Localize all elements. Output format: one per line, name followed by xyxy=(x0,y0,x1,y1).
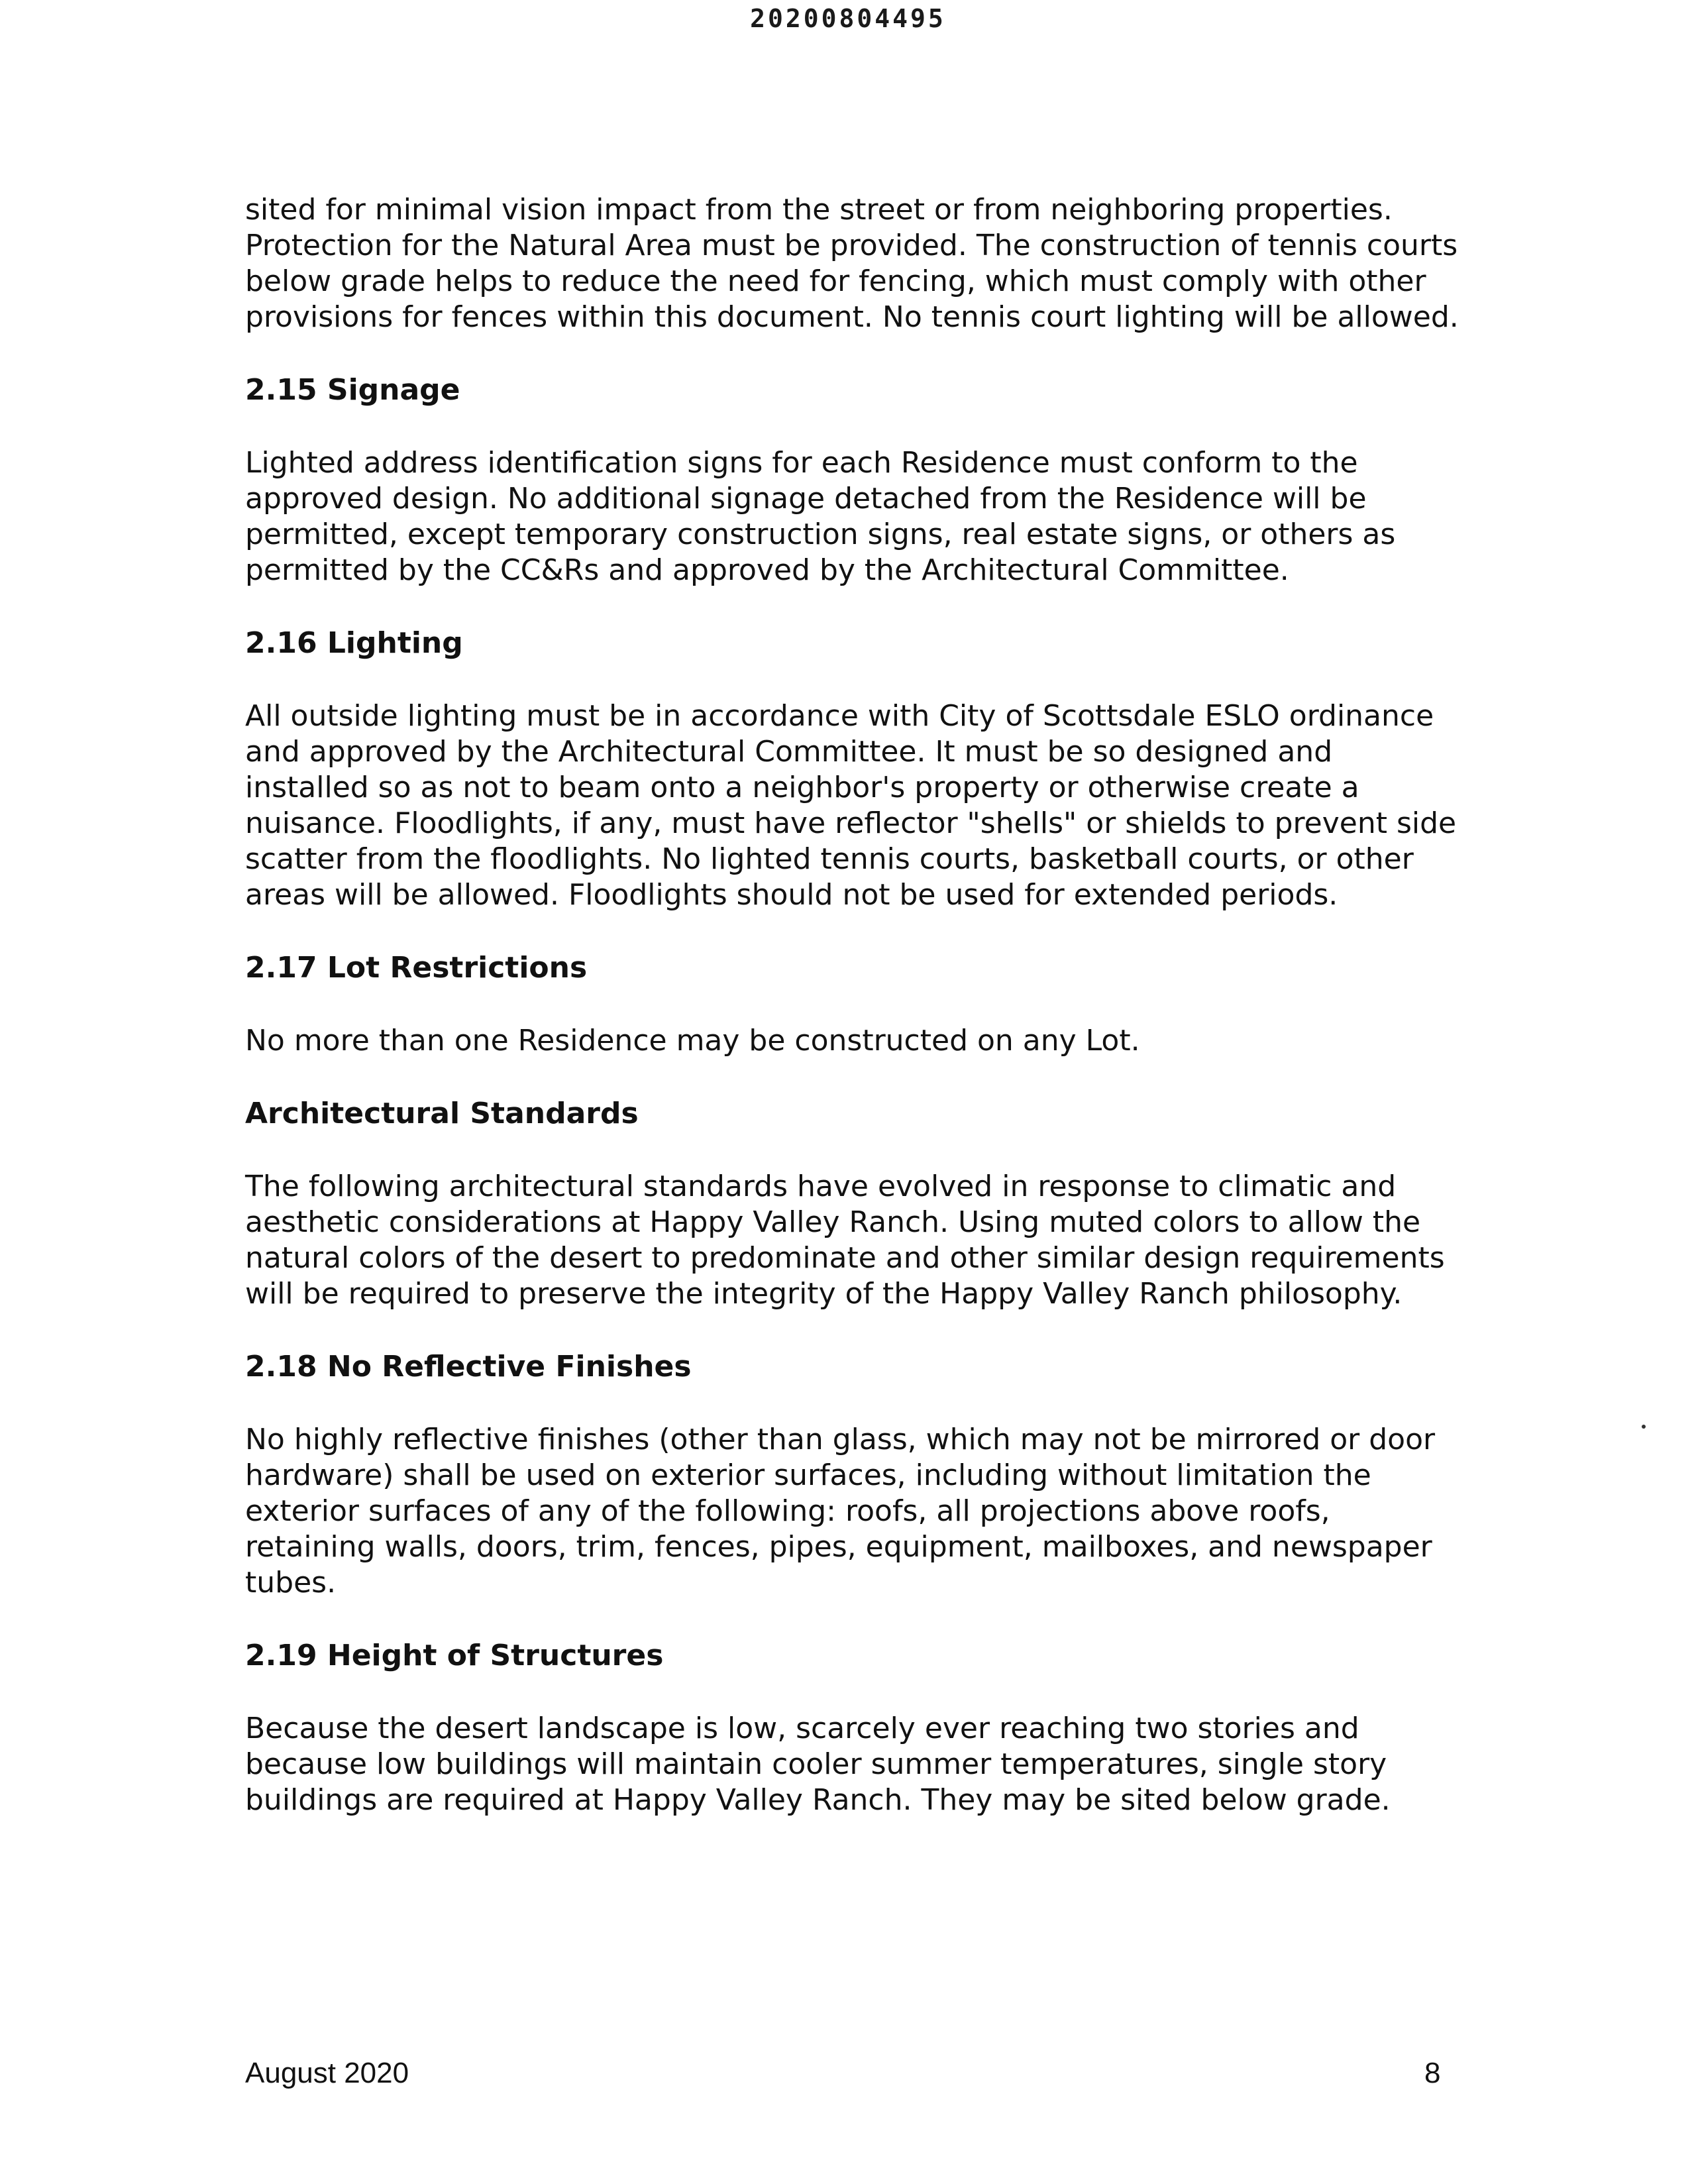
section-body-architectural-standards: The following architectural standards have evolved in response to climatic and aesthetic considerations at Happy Valley Ranch. Using muted colors to allow the natural colors of the desert to predominate and other similar design requirements will be required to preserve the integrity of the Happy Valley Ranch philosophy. xyxy=(245,1170,1445,1311)
section-body-height-of-structures: Because the desert landscape is low, scarcely ever reaching two stories and because low buildings will maintain cooler summer temperatures, single story buildings are required at Happy Valley Ranch. They may be sited below grade. xyxy=(245,1712,1391,1817)
section-heading-lighting: 2.16 Lighting xyxy=(245,626,463,660)
section-heading-height-of-structures: 2.19 Height of Structures xyxy=(245,1639,664,1672)
footer-date: August 2020 xyxy=(245,2057,409,2089)
document-body xyxy=(245,192,1464,1818)
section-body-no-reflective-finishes: No highly reflective finishes (other than glass, which may not be mirrored or door hardware) shall be used on exterior surfaces, including without limitation the exterior surfaces of any of the following: roofs, all projections above roofs, retaining walls, doors, trim, fences, pipes, equipment, mailboxes, and newspaper tubes. xyxy=(245,1423,1436,1600)
page-number: 8 xyxy=(1424,2057,1441,2089)
intro-paragraph: sited for minimal vision impact from the street or from neighboring properties. Protection for the Natural Area must be provided. The construction of tennis courts below grade helps to reduce the need for fencing, which must comply with other provisions for fences within this document. No tennis court lighting will be allowed. xyxy=(245,193,1459,334)
section-heading-signage: 2.15 Signage xyxy=(245,373,460,407)
section-body-signage: Lighted address identification signs for each Residence must conform to the approved design. No additional signage detached from the Residence will be permitted, except temporary construction signs, real estate signs, or others as permitted by the CC&Rs and approved by the Architectural Committee. xyxy=(245,446,1396,587)
section-heading-architectural-standards: Architectural Standards xyxy=(245,1097,639,1130)
record-number: 20200804495 xyxy=(750,4,946,33)
section-body-lot-restrictions: No more than one Residence may be constructed on any Lot. xyxy=(245,1024,1140,1058)
scan-speck xyxy=(1642,1425,1646,1429)
section-body-lighting: All outside lighting must be in accordance with City of Scottsdale ESLO ordinance and approved by the Architectural Committee. It must be so designed and installed so as not to beam onto a neighbor's property or otherwise create a nuisance. Floodlights, if any, must have reflector "shells" or shields to prevent side scatter from the floodlights. No lighted tennis courts, basketball courts, or other areas will be allowed. Floodlights should not be used for extended periods. xyxy=(245,699,1457,912)
section-heading-no-reflective-finishes: 2.18 No Reflective Finishes xyxy=(245,1350,692,1384)
section-heading-lot-restrictions: 2.17 Lot Restrictions xyxy=(245,951,588,985)
